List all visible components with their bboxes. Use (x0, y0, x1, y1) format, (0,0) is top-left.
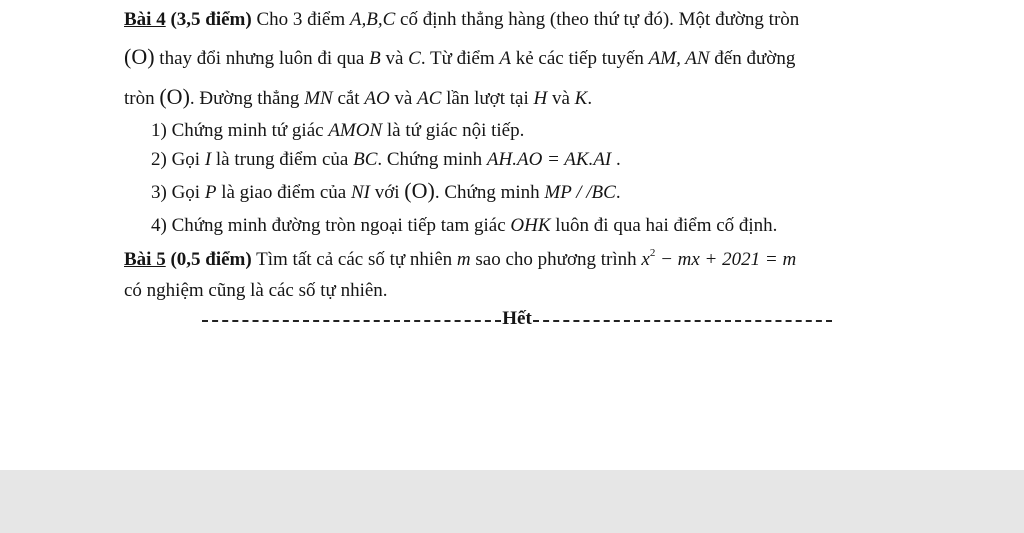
math-NI: NI (350, 182, 370, 203)
text-segment: . Đường thẳng (189, 88, 300, 109)
bai4-line-2 (124, 45, 795, 71)
math-m: m (456, 249, 471, 270)
text-segment: Chứng minh tứ giác (171, 120, 324, 141)
math-AO: AO (364, 88, 390, 109)
dashed-line-left (202, 320, 501, 322)
period: . (611, 149, 621, 170)
text-segment: . Chứng minh (434, 182, 540, 203)
math-circle-O: (O) (404, 178, 435, 203)
bai4-points: (3,5 điểm) (170, 9, 252, 30)
question-number: 2) (151, 149, 167, 170)
text-segment: sao cho phương trình (475, 249, 637, 270)
bai5-line-2 (124, 279, 388, 303)
bai5-points: (0,5 điểm) (170, 249, 252, 270)
text-segment: là giao điểm của (221, 182, 347, 203)
text-segment: là trung điểm của (215, 149, 349, 170)
text-segment: có nghiệm cũng là các số tự nhiên. (124, 280, 388, 301)
question-number: 1) (151, 120, 167, 141)
text-segment: luôn đi qua hai điểm cố định. (555, 215, 778, 236)
bai4-question-1 (151, 119, 524, 143)
period: . (615, 182, 621, 203)
period: . (587, 88, 593, 109)
end-label: Hết (502, 308, 532, 329)
math-points: A,B,C (349, 9, 396, 30)
math-AMON: AMON (328, 120, 383, 141)
math-AC: AC (417, 88, 442, 109)
text-segment: Cho 3 điểm (256, 9, 346, 30)
text-segment: tròn (124, 88, 155, 109)
question-number: 3) (151, 182, 167, 203)
dashed-line-right (533, 320, 832, 322)
text-segment: đến đường (714, 48, 796, 69)
text-segment: Chứng minh đường tròn ngoại tiếp tam giác (171, 215, 506, 236)
bai4-title: Bài 4 (124, 9, 166, 30)
bai5-title: Bài 5 (124, 249, 166, 270)
math-C: C (408, 48, 421, 69)
math-BC: BC (353, 149, 378, 170)
question-number: 4) (151, 215, 167, 236)
text-segment: lần lượt tại (446, 88, 529, 109)
bai4-question-4 (151, 214, 777, 238)
text-segment: cắt (337, 88, 360, 109)
text-segment: Gọi (171, 182, 201, 203)
text-segment: Gọi (171, 149, 201, 170)
bai4-question-2 (151, 148, 621, 172)
background-area (0, 470, 1024, 533)
text-segment: và (385, 48, 404, 69)
math-parallel: MP / /BC (544, 182, 616, 203)
text-segment: với (374, 182, 400, 203)
math-H: H (533, 88, 548, 109)
math-equation: AH.AO = AK.AI (486, 149, 612, 170)
bai4-line-3 (124, 85, 592, 111)
math-I: I (204, 149, 212, 170)
math-OHK: OHK (510, 215, 551, 236)
text-segment: Tìm tất cả các số tự nhiên (256, 249, 453, 270)
math-circle-O: (O) (124, 44, 155, 69)
text-segment: . Chứng minh (377, 149, 483, 170)
bai5-line-1 (124, 248, 796, 272)
bai4-line-1 (124, 8, 799, 32)
text-segment: cố định thẳng hàng (theo thứ tự đó). Một đường tròn (400, 9, 800, 30)
text-segment: thay đổi nhưng luôn đi qua (159, 48, 365, 69)
math-equation: − mx + 2021 = m (660, 249, 797, 270)
text-segment: . Từ điểm (420, 48, 495, 69)
end-marker (202, 307, 832, 331)
bai4-question-3 (151, 179, 621, 205)
math-K: K (574, 88, 588, 109)
math-P: P (204, 182, 217, 203)
math-exponent: 2 (649, 247, 656, 259)
text-segment: và (394, 88, 413, 109)
math-circle-O: (O) (159, 84, 190, 109)
text-segment: là tứ giác nội tiếp. (386, 120, 525, 141)
math-MN: MN (304, 88, 333, 109)
math-x: x (641, 249, 650, 270)
math-AM-AN: AM, AN (648, 48, 710, 69)
text-segment: và (551, 88, 570, 109)
math-A: A (499, 48, 511, 69)
text-segment: kẻ các tiếp tuyến (515, 48, 644, 69)
math-B: B (369, 48, 381, 69)
